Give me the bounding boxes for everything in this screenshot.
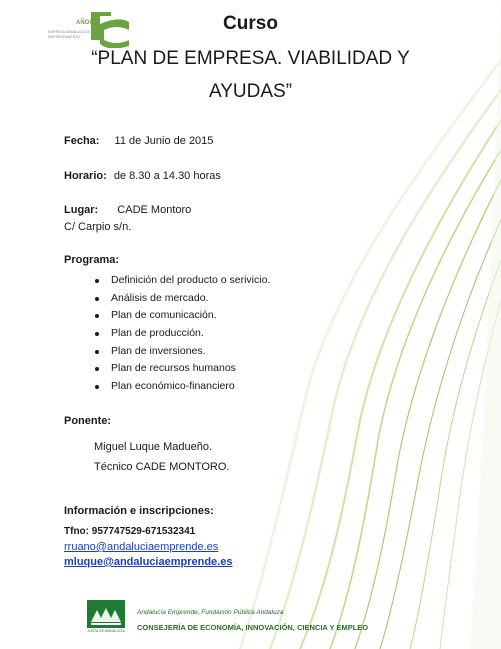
list-item	[95, 360, 270, 378]
course-title-line2: AYUDAS”	[208, 81, 293, 102]
list-item	[95, 290, 270, 308]
junta-caption: JUNTA DE ANDALUCIA	[87, 629, 125, 633]
lugar-address: C/ Carpio s/n.	[64, 221, 132, 233]
programa-list	[95, 272, 270, 396]
list-item	[95, 378, 270, 396]
bullet-icon	[95, 297, 99, 301]
list-item	[95, 325, 270, 343]
bullet-icon	[95, 350, 99, 354]
bullet-icon	[95, 367, 99, 371]
horario-label: Horario:	[64, 170, 107, 182]
course-title-line1: “PLAN DE EMPRESA. VIABILIDAD Y	[91, 48, 410, 69]
list-item-text: Plan económico-financiero	[111, 380, 235, 393]
list-item	[95, 307, 270, 325]
list-item	[95, 272, 270, 290]
list-item	[95, 343, 270, 361]
bullet-icon	[95, 332, 99, 336]
list-item-text: Análisis de mercado.	[111, 291, 209, 304]
lugar-value: CADE Montoro	[117, 204, 192, 216]
horario-value: de 8.30 a 14.30 horas	[113, 170, 221, 182]
email-link-mluque[interactable]: mluque@andaluciaemprende.es	[64, 556, 233, 568]
bullet-icon	[95, 314, 99, 318]
ponente-name: Miguel Luque Madueño.	[94, 441, 213, 453]
ponente-role: Técnico CADE MONTORO.	[94, 461, 230, 473]
bullet-icon	[95, 385, 99, 389]
lugar-label: Lugar:	[64, 204, 99, 216]
programa-label: Programa:	[64, 254, 120, 266]
logo-word: AÑOS	[76, 20, 94, 26]
logo-caption: EMPRESA ANDALUZA DE EMPRENDIMIENTO	[48, 30, 91, 39]
footer-consejeria: CONSEJERÍA DE ECONOMÍA, INNOVACIÓN, CIENCIA Y EMPLEO	[137, 623, 369, 632]
list-item-text: Definición del producto o serivicio.	[111, 274, 271, 286]
ponente-label: Ponente:	[64, 415, 112, 427]
lugar-row	[64, 204, 191, 216]
bullet-icon	[95, 279, 99, 283]
fecha-value: 11 de Junio de 2015	[114, 135, 214, 147]
email-link-rruano[interactable]: rruano@andaluciaemprende.es	[64, 541, 219, 553]
fecha-row	[64, 135, 213, 147]
fecha-label: Fecha:	[64, 135, 100, 147]
horario-row	[64, 170, 221, 182]
junta-andalucia-logo	[85, 600, 127, 636]
page-title: Curso	[223, 13, 278, 34]
list-item-text: Plan de comunicación.	[111, 309, 217, 322]
list-item-text: Plan de recursos humanos	[111, 362, 236, 375]
footer-foundation: Andalucía Emprende, Fundación Pública Andaluza	[137, 609, 284, 616]
info-phone: Tfno: 957747529-671532341	[64, 526, 196, 537]
info-label: Información e inscripciones:	[64, 505, 214, 517]
list-item-text: Plan de inversiones.	[111, 344, 206, 357]
list-item-text: Plan de producción.	[111, 327, 204, 340]
